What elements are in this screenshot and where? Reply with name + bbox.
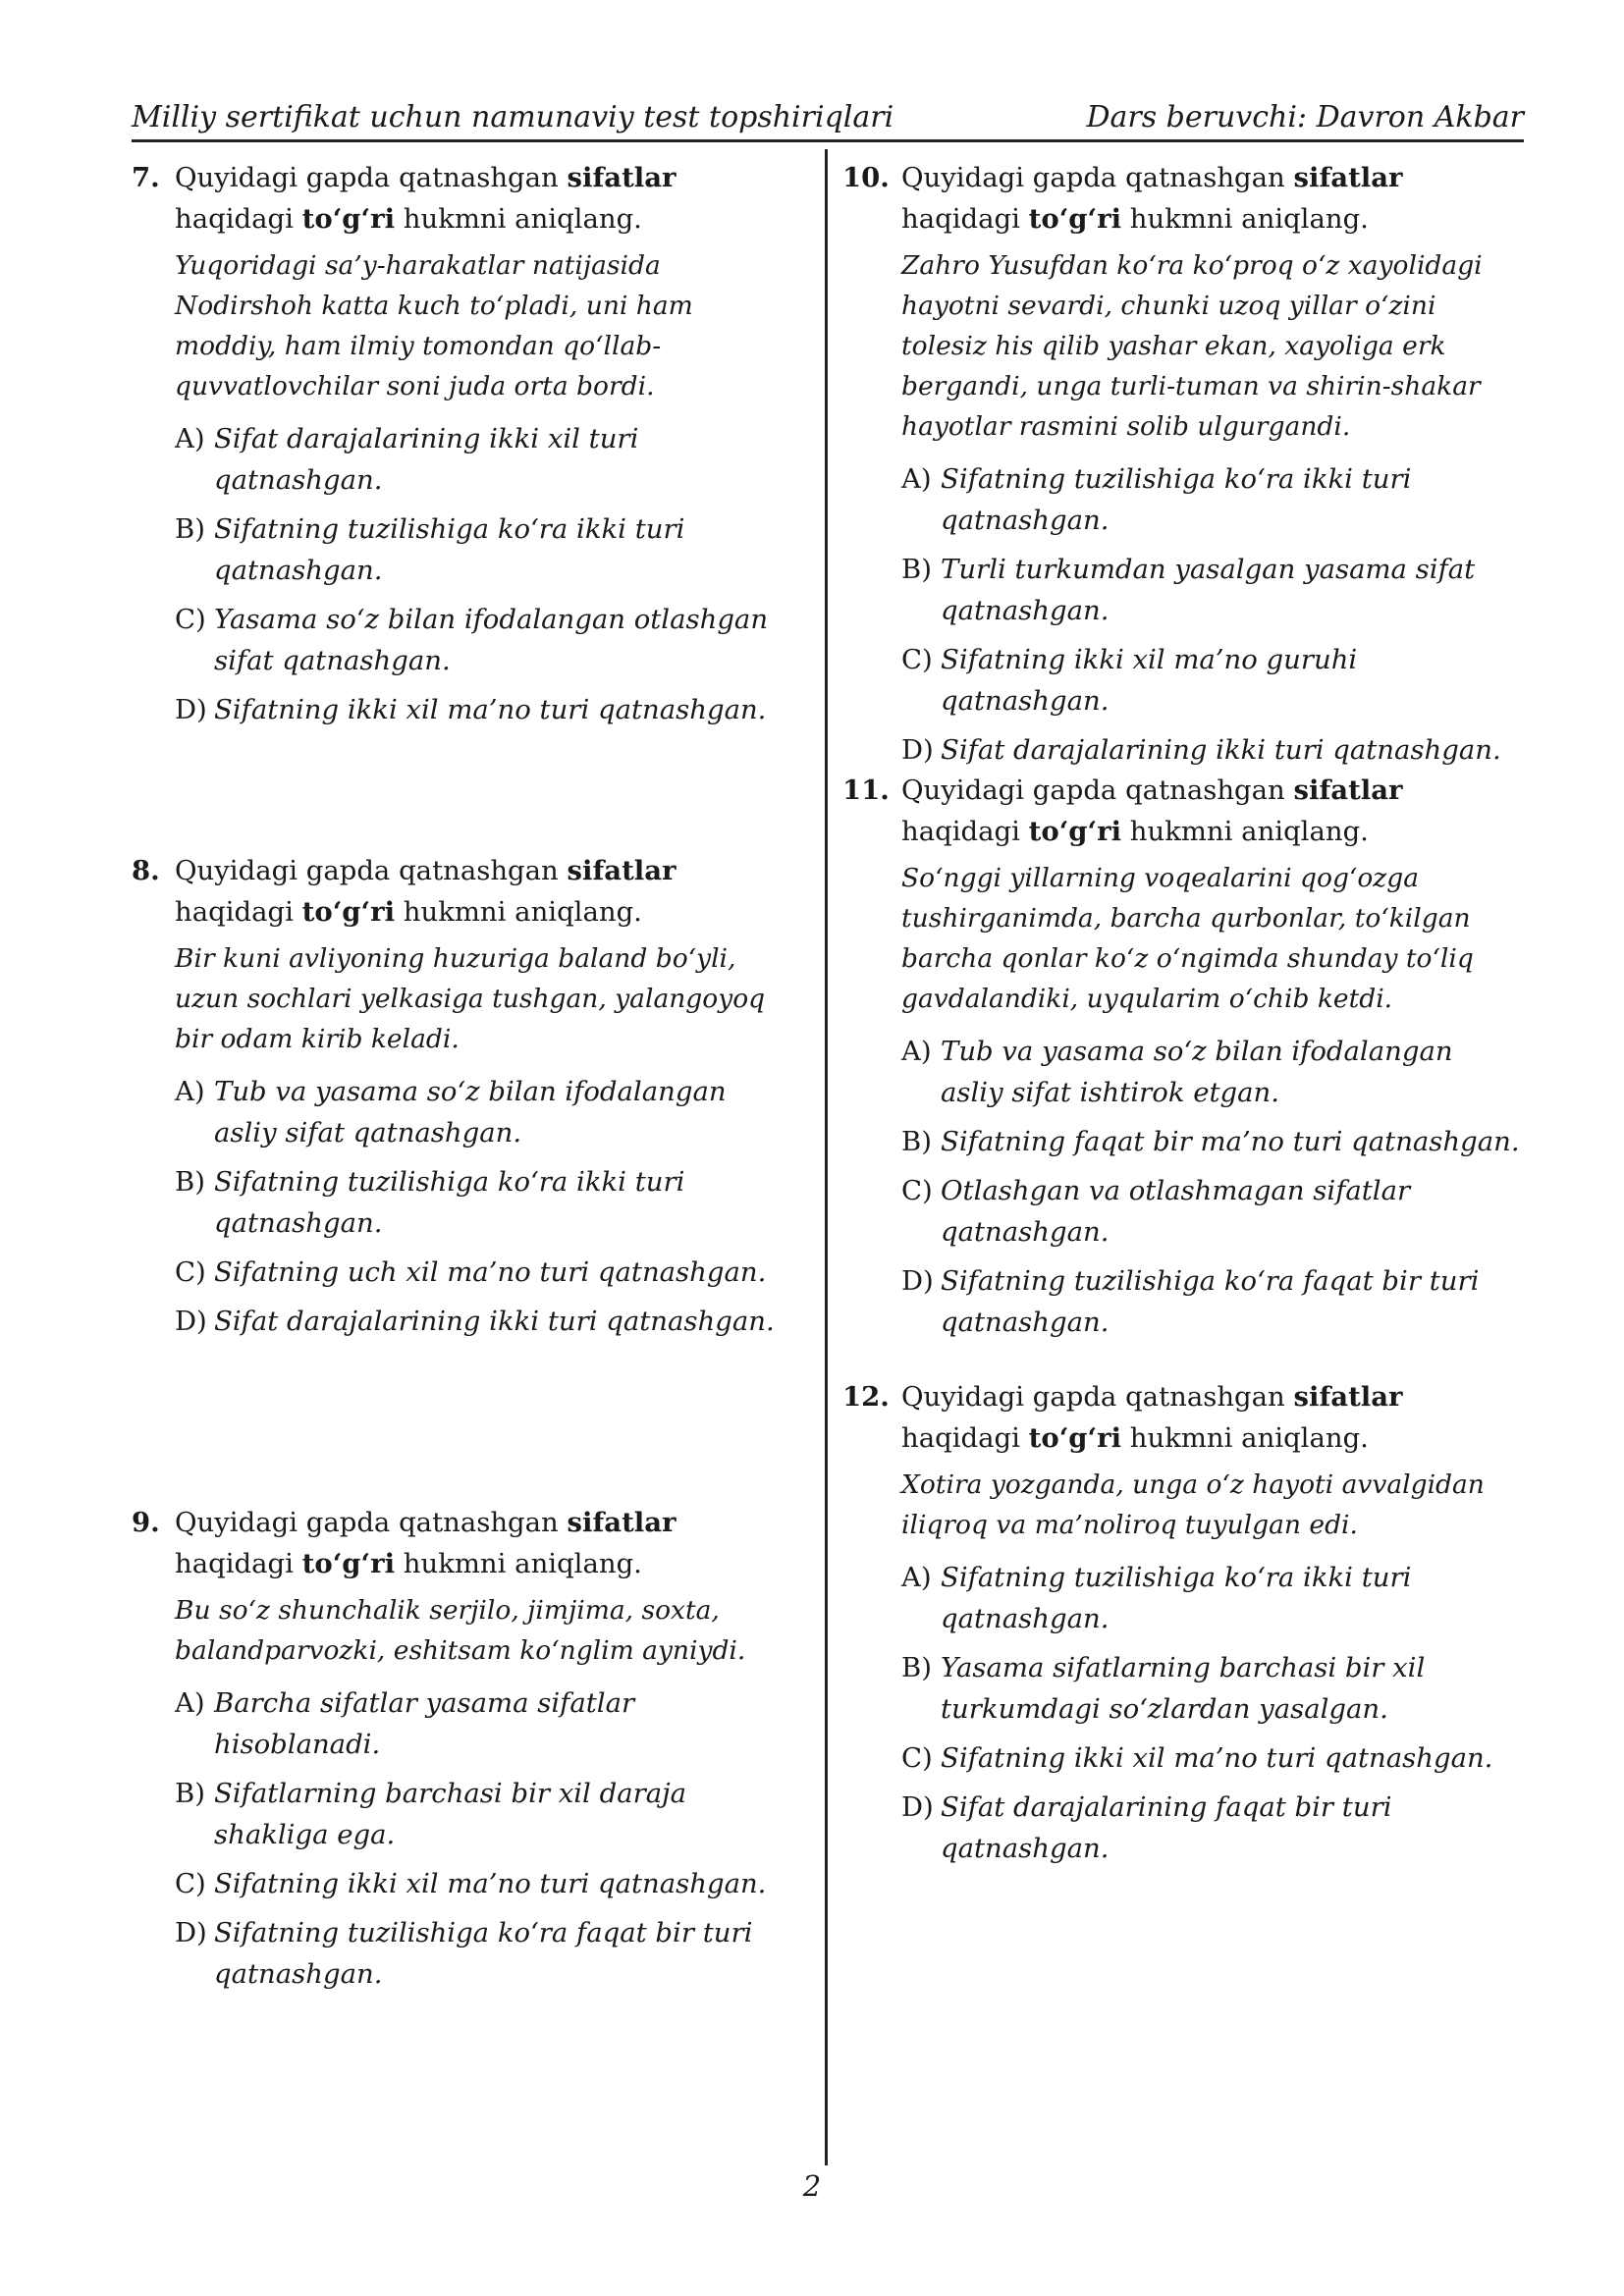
header-title: Milliy sertifikat uchun namunaviy test topshiriqlari: [132, 100, 894, 134]
option-text: Sifatning tuzilishiga ko‘ra ikki turi qatnashgan.: [941, 1562, 1412, 1634]
question-passage: Yuqoridagi sa’y-harakatlar natijasida Nodirshoh katta kuch to‘pladi, uni ham moddiy, ham ilmiy tomondan qo‘llab-quvvatlovchilar soni juda orta bordi.: [175, 250, 693, 401]
prompt-text: haqidagi: [901, 203, 1020, 235]
prompt-keyword: to‘g‘ri: [301, 896, 396, 928]
prompt-text: haqidagi: [175, 896, 294, 928]
prompt-keyword: to‘g‘ri: [1028, 1422, 1122, 1454]
option-text: Sifat darajalarining ikki turi qatnashgan.: [214, 1306, 775, 1337]
option-letter: D): [175, 1917, 207, 1949]
answer-option-c[interactable]: [132, 599, 789, 681]
question-passage: Zahro Yusufdan ko‘ra ko‘proq o‘z xayolidagi hayotni sevardi, chunki uzoq yillar o‘zini tolesiz his qilib yashar ekan, xayoliga erk bergandi, unga turli-tuman va shirin-shakar hayotlar rasmini solib ulgurgandi.: [901, 250, 1483, 442]
prompt-text: Quyidagi gapda qatnashgan: [175, 1507, 559, 1538]
answer-option-b[interactable]: [842, 549, 1520, 631]
prompt-text: hukmni aniqlang.: [1129, 816, 1369, 847]
option-text: Sifatlarning barchasi bir xil daraja shakliga ega.: [214, 1778, 687, 1850]
option-text: Sifatning ikki xil ma’no turi qatnashgan.: [214, 1868, 767, 1899]
answer-option-d[interactable]: [132, 689, 789, 730]
question-prompt: [132, 1502, 789, 1584]
answer-options: [842, 458, 1520, 771]
question-prompt: [842, 770, 1520, 852]
option-text: Sifatning tuzilishiga ko‘ra faqat bir turi qatnashgan.: [214, 1917, 753, 1990]
question-prompt: [842, 1376, 1520, 1459]
answer-option-a[interactable]: [842, 1557, 1520, 1639]
prompt-keyword: to‘g‘ri: [301, 203, 396, 235]
answer-option-d[interactable]: [842, 1260, 1520, 1343]
prompt-text: Quyidagi gapda qatnashgan: [901, 1381, 1285, 1413]
prompt-text: haqidagi: [901, 1422, 1020, 1454]
option-letter: A): [901, 1562, 932, 1593]
answer-options: [842, 1031, 1520, 1343]
answer-option-a[interactable]: [132, 1682, 789, 1765]
prompt-keyword: sifatlar: [567, 855, 677, 886]
prompt-text: haqidagi: [175, 203, 294, 235]
answer-options: [132, 418, 789, 730]
option-text: Sifatning ikki xil ma’no turi qatnashgan.: [941, 1742, 1493, 1774]
prompt-keyword: sifatlar: [567, 1507, 677, 1538]
prompt-keyword: sifatlar: [1293, 1381, 1403, 1413]
option-text: Sifatning tuzilishiga ko‘ra faqat bir turi qatnashgan.: [941, 1265, 1480, 1338]
question-prompt: [132, 157, 789, 240]
option-text: Tub va yasama so‘z bilan ifodalangan asliy sifat qatnashgan.: [214, 1076, 727, 1148]
question-number: 11.: [842, 774, 890, 806]
answer-option-d[interactable]: [842, 1787, 1520, 1869]
option-text: Otlashgan va otlashmagan sifatlar qatnashgan.: [941, 1175, 1411, 1248]
option-text: Sifatning faqat bir ma’no turi qatnashgan.: [941, 1126, 1520, 1157]
option-text: Sifatning tuzilishiga ko‘ra ikki turi qatnashgan.: [214, 1166, 685, 1239]
option-letter: C): [175, 1868, 206, 1899]
option-text: Sifatning uch xil ma’no turi qatnashgan.: [214, 1256, 767, 1288]
prompt-text: hukmni aniqlang.: [1129, 1422, 1369, 1454]
prompt-text: haqidagi: [175, 1548, 294, 1579]
question-number: 7.: [132, 162, 160, 193]
prompt-keyword: to‘g‘ri: [301, 1548, 396, 1579]
question-8: [132, 850, 789, 1350]
option-letter: A): [175, 1687, 205, 1719]
question-number: 10.: [842, 162, 890, 193]
answer-option-b[interactable]: [132, 508, 789, 591]
option-letter: B): [901, 554, 932, 585]
question-number: 9.: [132, 1507, 160, 1538]
prompt-text: hukmni aniqlang.: [403, 1548, 642, 1579]
option-letter: A): [901, 1036, 932, 1067]
option-letter: B): [901, 1126, 932, 1157]
option-text: Sifatning ikki xil ma’no guruhi qatnashgan.: [941, 644, 1358, 717]
answer-option-b[interactable]: [132, 1773, 789, 1855]
prompt-keyword: sifatlar: [1293, 774, 1403, 806]
question-passage: Bu so‘z shunchalik serjilo, jimjima, soxta, balandparvozki, eshitsam ko‘nglim ayniydi.: [175, 1595, 746, 1666]
option-text: Barcha sifatlar yasama sifatlar hisoblanadi.: [214, 1687, 635, 1760]
question-passage: Bir kuni avliyoning huzuriga baland bo‘yli, uzun sochlari yelkasiga tushgan, yalangoyoq bir odam kirib keladi.: [175, 943, 766, 1054]
option-text: Tub va yasama so‘z bilan ifodalangan asliy sifat ishtirok etgan.: [941, 1036, 1453, 1108]
option-letter: C): [901, 1175, 933, 1206]
answer-options: [132, 1071, 789, 1342]
question-passage: So‘nggi yillarning voqealarini qog‘ozga tushirganimda, barcha qurbonlar, to‘kilgan barcha qonlar ko‘z o‘ngimda shunday to‘liq gavdalandiki, uyqularim o‘chib ketdi.: [901, 863, 1474, 1014]
answer-option-b[interactable]: [842, 1647, 1520, 1730]
option-letter: D): [901, 734, 934, 766]
prompt-text: Quyidagi gapda qatnashgan: [901, 774, 1285, 806]
answer-options: [132, 1682, 789, 1995]
prompt-text: hukmni aniqlang.: [403, 896, 642, 928]
option-letter: B): [175, 1166, 205, 1198]
answer-options: [842, 1557, 1520, 1869]
answer-option-a[interactable]: [842, 1031, 1520, 1113]
prompt-text: Quyidagi gapda qatnashgan: [901, 162, 1285, 193]
prompt-keyword: to‘g‘ri: [1028, 816, 1122, 847]
answer-option-b[interactable]: [132, 1161, 789, 1244]
answer-option-a[interactable]: [842, 458, 1520, 541]
prompt-keyword: sifatlar: [1293, 162, 1403, 193]
option-text: Sifat darajalarining ikki turi qatnashgan.: [941, 734, 1501, 766]
option-letter: B): [175, 513, 205, 545]
question-9: [132, 1502, 789, 2002]
question-number: 8.: [132, 855, 160, 886]
answer-option-d[interactable]: [132, 1301, 789, 1342]
question-passage: Xotira yozganda, unga o‘z hayoti avvalgidan iliqroq va ma’noliroq tuyulgan edi.: [901, 1469, 1485, 1540]
option-letter: C): [175, 1256, 206, 1288]
question-prompt: [132, 850, 789, 933]
option-letter: A): [175, 1076, 205, 1107]
option-text: Yasama so‘z bilan ifodalangan otlashgan sifat qatnashgan.: [214, 604, 769, 676]
question-11: [842, 770, 1520, 1351]
answer-option-c[interactable]: [132, 1863, 789, 1904]
option-letter: B): [901, 1652, 932, 1683]
option-text: Sifat darajalarining ikki xil turi qatnashgan.: [214, 423, 639, 496]
page-header: [132, 98, 1524, 142]
answer-option-c[interactable]: [132, 1252, 789, 1293]
option-text: Sifat darajalarining faqat bir turi qatnashgan.: [941, 1791, 1392, 1864]
answer-option-a[interactable]: [132, 1071, 789, 1153]
option-letter: C): [901, 1742, 933, 1774]
answer-option-b[interactable]: [842, 1121, 1520, 1162]
option-letter: C): [175, 604, 206, 635]
answer-option-c[interactable]: [842, 1737, 1520, 1779]
question-prompt: [842, 157, 1520, 240]
prompt-text: Quyidagi gapda qatnashgan: [175, 855, 559, 886]
option-letter: A): [901, 463, 932, 495]
answer-option-a[interactable]: [132, 418, 789, 501]
answer-option-c[interactable]: [842, 639, 1520, 721]
column-divider: [825, 149, 828, 2165]
option-letter: D): [901, 1791, 934, 1823]
option-letter: B): [175, 1778, 205, 1809]
option-letter: A): [175, 423, 205, 454]
option-text: Sifatning tuzilishiga ko‘ra ikki turi qatnashgan.: [941, 463, 1412, 536]
question-number: 12.: [842, 1381, 890, 1413]
option-text: Turli turkumdan yasalgan yasama sifat qatnashgan.: [941, 554, 1476, 626]
page-number: 2: [802, 2169, 822, 2203]
prompt-keyword: to‘g‘ri: [1028, 203, 1122, 235]
option-text: Sifatning ikki xil ma’no turi qatnashgan.: [214, 694, 767, 725]
question-12: [842, 1376, 1520, 1877]
prompt-text: hukmni aniqlang.: [1129, 203, 1369, 235]
option-text: Sifatning tuzilishiga ko‘ra ikki turi qatnashgan.: [214, 513, 685, 586]
prompt-keyword: sifatlar: [567, 162, 677, 193]
prompt-text: hukmni aniqlang.: [403, 203, 642, 235]
option-letter: D): [175, 694, 207, 725]
answer-option-d[interactable]: [132, 1912, 789, 1995]
question-7: [132, 157, 789, 738]
header-author: Dars beruvchi: Davron Akbar: [1086, 100, 1524, 134]
prompt-text: Quyidagi gapda qatnashgan: [175, 162, 559, 193]
answer-option-c[interactable]: [842, 1170, 1520, 1253]
question-10: [842, 157, 1520, 778]
option-letter: D): [901, 1265, 934, 1297]
prompt-text: haqidagi: [901, 816, 1020, 847]
option-text: Yasama sifatlarning barchasi bir xil turkumdagi so‘zlardan yasalgan.: [941, 1652, 1426, 1725]
answer-option-d[interactable]: [842, 729, 1520, 771]
option-letter: D): [175, 1306, 207, 1337]
option-letter: C): [901, 644, 933, 675]
